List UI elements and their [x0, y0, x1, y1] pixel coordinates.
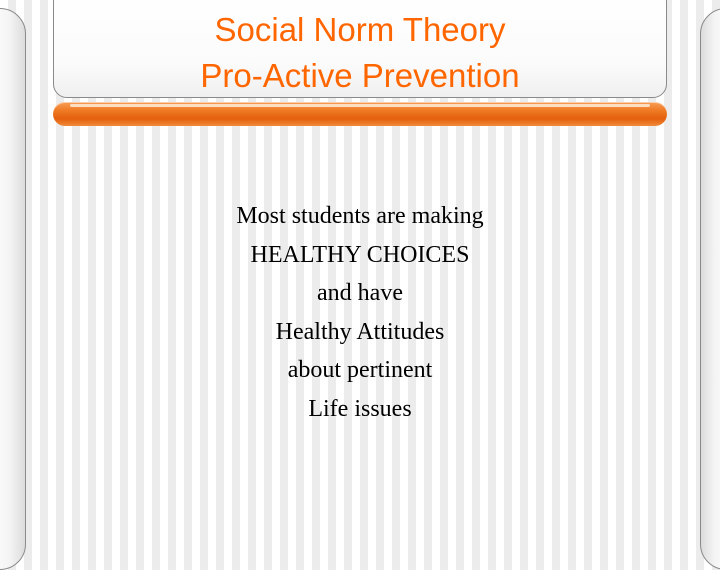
body-line: Most students are making: [236, 203, 484, 229]
right-decorative-panel: [700, 8, 720, 570]
accent-bar-highlight: [70, 104, 650, 107]
body-line: about pertinent: [287, 357, 433, 383]
slide-title-line-1: Social Norm Theory: [214, 11, 506, 48]
body-line: HEALTHY CHOICES: [250, 241, 470, 268]
body-line: Life issues: [308, 395, 412, 422]
left-decorative-panel: [0, 8, 26, 570]
body-line: and have: [317, 280, 403, 306]
body-line: Healthy Attitudes: [275, 318, 445, 345]
slide-body-text: [150, 197, 570, 428]
slide-title-line-2: Pro-Active Prevention: [200, 57, 520, 94]
